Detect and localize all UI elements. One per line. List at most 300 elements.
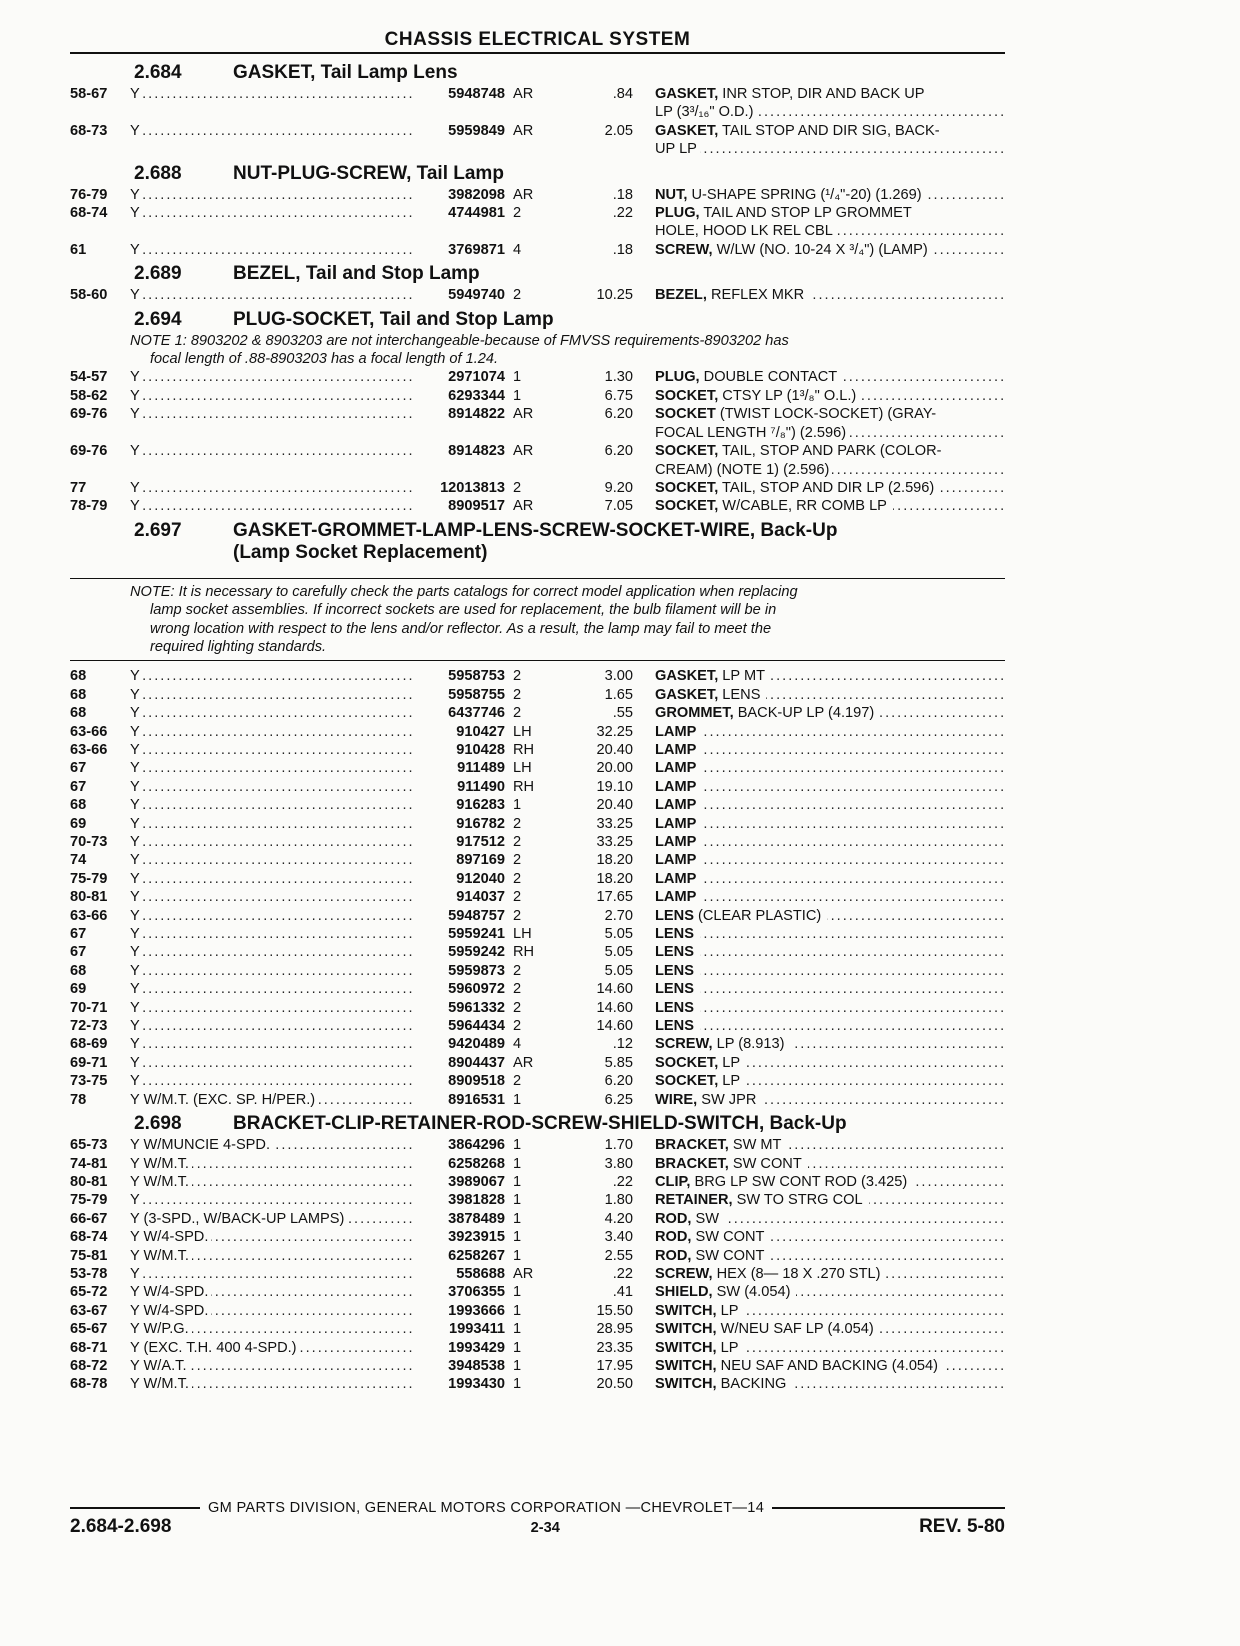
description bbox=[633, 368, 1005, 386]
application-text: Y bbox=[130, 779, 143, 795]
description-detail: LP bbox=[717, 1303, 742, 1319]
quantity: AR bbox=[513, 122, 534, 139]
description-keyword: LENS bbox=[655, 944, 694, 961]
description-text bbox=[655, 205, 918, 221]
model-years: 66-67 bbox=[70, 1210, 108, 1227]
application bbox=[130, 1155, 414, 1173]
description-text bbox=[655, 480, 940, 496]
description bbox=[633, 1210, 1005, 1228]
continuation-line: UP LP bbox=[655, 141, 700, 157]
model-years: 61 bbox=[70, 241, 87, 258]
description bbox=[633, 723, 1005, 741]
part-row bbox=[70, 1035, 1005, 1053]
quantity: 1 bbox=[513, 1339, 522, 1356]
application-text: Y bbox=[130, 443, 143, 459]
page-title: CHASSIS ELECTRICAL SYSTEM bbox=[384, 29, 691, 50]
section-name bbox=[233, 309, 1005, 331]
application bbox=[130, 1375, 414, 1393]
part-number: 6293344 bbox=[448, 387, 505, 404]
part-number: 2971074 bbox=[448, 369, 505, 386]
description-detail: SW JPR bbox=[697, 1092, 759, 1108]
description-detail: DOUBLE CONTACT bbox=[700, 369, 841, 385]
description bbox=[633, 1265, 1005, 1283]
application-text: Y bbox=[130, 981, 143, 997]
price: 5.85 bbox=[604, 1054, 633, 1071]
application bbox=[130, 1339, 414, 1357]
price: 17.95 bbox=[596, 1357, 633, 1374]
section-heading bbox=[70, 520, 1005, 564]
application bbox=[130, 204, 414, 222]
quantity: RH bbox=[513, 741, 535, 758]
footer-publisher: GM PARTS DIVISION, GENERAL MOTORS CORPORATION —CHEVROLET—14 bbox=[208, 1500, 765, 1516]
description-text bbox=[655, 742, 702, 758]
price: 6.20 bbox=[604, 443, 633, 460]
description-detail: BRG LP SW CONT ROD (3.425) bbox=[690, 1174, 910, 1190]
part-number: 3923915 bbox=[448, 1229, 505, 1246]
price: 32.25 bbox=[596, 723, 633, 740]
application bbox=[130, 1072, 414, 1090]
model-years: 63-66 bbox=[70, 741, 108, 758]
part-row bbox=[70, 1302, 1005, 1320]
part-row bbox=[70, 925, 1005, 943]
section-heading bbox=[70, 1113, 1005, 1135]
price: .22 bbox=[612, 1173, 633, 1190]
price: 33.25 bbox=[596, 834, 633, 850]
application-text: Y bbox=[130, 705, 143, 721]
application bbox=[130, 943, 414, 961]
section-number: 2.689 bbox=[134, 263, 182, 285]
description-detail: REFLEX MKR bbox=[707, 287, 807, 303]
part-row bbox=[70, 1072, 1005, 1090]
part-row bbox=[70, 1155, 1005, 1173]
application bbox=[130, 1320, 414, 1338]
model-years: 68 bbox=[70, 686, 87, 703]
continuation-line: LP (3³/₁₆" O.D.) bbox=[655, 104, 756, 120]
application-text: Y bbox=[130, 963, 143, 979]
description-keyword: BEZEL, bbox=[655, 287, 707, 304]
description-detail: LP MT bbox=[718, 668, 768, 684]
application-text: Y bbox=[130, 908, 143, 924]
description-keyword: GROMMET, bbox=[655, 705, 734, 722]
part-row bbox=[70, 186, 1005, 204]
continuation-text bbox=[633, 461, 1005, 479]
price: 20.40 bbox=[596, 741, 633, 758]
part-row bbox=[70, 1210, 1005, 1228]
section-name bbox=[233, 62, 1005, 84]
description-text bbox=[655, 443, 948, 459]
description-text bbox=[655, 86, 931, 102]
part-row bbox=[70, 1017, 1005, 1035]
quantity: 1 bbox=[513, 1357, 522, 1374]
description-detail: SW CONT bbox=[691, 1229, 767, 1245]
part-number: 3706355 bbox=[448, 1284, 505, 1301]
application-text: Y W/M.T. bbox=[130, 1248, 192, 1264]
description-keyword: SCREW, bbox=[655, 241, 713, 258]
description bbox=[633, 704, 1005, 722]
section-heading bbox=[70, 62, 1005, 84]
part-row bbox=[70, 1173, 1005, 1191]
quantity: 1 bbox=[513, 369, 522, 386]
quantity: 1 bbox=[513, 1321, 522, 1338]
application-text: Y bbox=[130, 760, 143, 776]
application-text: Y bbox=[130, 388, 143, 404]
continuation-text bbox=[633, 424, 1005, 442]
description-text bbox=[655, 242, 934, 258]
description-text bbox=[655, 1303, 745, 1319]
part-row bbox=[70, 286, 1005, 304]
price: .18 bbox=[612, 241, 633, 258]
description-text bbox=[655, 797, 702, 813]
part-row bbox=[70, 1191, 1005, 1209]
description-detail: LP bbox=[717, 1340, 742, 1356]
description-detail: (TWIST LOCK-SOCKET) (GRAY- bbox=[716, 406, 939, 422]
application-text: Y W/M.T. bbox=[130, 1376, 192, 1392]
model-years: 77 bbox=[70, 479, 87, 496]
part-number: 916283 bbox=[456, 797, 505, 814]
description bbox=[633, 387, 1005, 405]
section-name bbox=[233, 520, 1005, 564]
continuation-text bbox=[633, 222, 1005, 240]
quantity: 1 bbox=[513, 1192, 522, 1209]
description-keyword: SOCKET, bbox=[655, 479, 719, 496]
part-row bbox=[70, 759, 1005, 777]
description bbox=[633, 1191, 1005, 1209]
application-text: Y bbox=[130, 834, 143, 850]
application-text: Y W/4-SPD. bbox=[130, 1284, 211, 1300]
description-keyword: LAMP bbox=[655, 778, 697, 795]
description-keyword: LAMP bbox=[655, 815, 697, 832]
description-keyword: GASKET, bbox=[655, 668, 719, 685]
price: 1.80 bbox=[604, 1192, 633, 1209]
description-text bbox=[655, 779, 702, 795]
description bbox=[633, 759, 1005, 777]
description-keyword: ROD, bbox=[655, 1247, 692, 1264]
quantity: AR bbox=[513, 186, 534, 203]
description bbox=[633, 796, 1005, 814]
footer-rule-right bbox=[772, 1507, 1005, 1509]
section-note bbox=[70, 332, 1005, 369]
parts-content bbox=[70, 62, 1005, 1394]
description-detail: TAIL, STOP AND PARK (COLOR- bbox=[718, 443, 944, 459]
part-number: 5960972 bbox=[448, 981, 505, 998]
application bbox=[130, 907, 414, 925]
part-row bbox=[70, 241, 1005, 259]
description bbox=[633, 204, 1005, 222]
description bbox=[633, 1228, 1005, 1246]
description bbox=[633, 870, 1005, 888]
description-text bbox=[655, 687, 766, 703]
application-text: Y bbox=[130, 797, 143, 813]
model-years: 78-79 bbox=[70, 498, 108, 515]
part-row bbox=[70, 1054, 1005, 1072]
model-years: 70-73 bbox=[70, 834, 108, 850]
part-number: 5959242 bbox=[448, 944, 505, 961]
price: .22 bbox=[612, 205, 633, 222]
description-text bbox=[655, 1018, 700, 1034]
price: 1.65 bbox=[604, 686, 633, 703]
description bbox=[633, 833, 1005, 851]
section-name bbox=[233, 163, 1005, 185]
quantity: 2 bbox=[513, 287, 522, 304]
part-number: 3981828 bbox=[448, 1192, 505, 1209]
part-row bbox=[70, 387, 1005, 405]
application bbox=[130, 186, 414, 204]
part-row bbox=[70, 497, 1005, 515]
page-footer bbox=[70, 1500, 1005, 1538]
price: 14.60 bbox=[596, 981, 633, 998]
part-number: 8914823 bbox=[448, 443, 505, 460]
model-years: 68 bbox=[70, 797, 87, 814]
description bbox=[633, 943, 1005, 961]
description-detail: W/CABLE, RR COMB LP bbox=[718, 498, 890, 514]
description-detail: SW bbox=[691, 1211, 722, 1227]
part-row bbox=[70, 815, 1005, 833]
description-detail: W/LW (NO. 10-24 X ³/₄") (LAMP) bbox=[713, 242, 931, 258]
part-number: 3864296 bbox=[448, 1137, 505, 1154]
model-years: 69-71 bbox=[70, 1054, 108, 1071]
description-keyword: ROD, bbox=[655, 1210, 692, 1227]
part-number: 910427 bbox=[456, 723, 505, 740]
description-keyword: LENS bbox=[655, 1018, 694, 1035]
quantity: 2 bbox=[513, 815, 522, 832]
description-keyword: LAMP bbox=[655, 852, 697, 869]
part-row bbox=[70, 1136, 1005, 1154]
quantity: LH bbox=[513, 926, 532, 943]
model-years: 67 bbox=[70, 778, 87, 795]
application bbox=[130, 1247, 414, 1265]
description-text bbox=[655, 123, 946, 139]
part-number: 5959873 bbox=[448, 962, 505, 979]
application bbox=[130, 980, 414, 998]
part-row bbox=[70, 667, 1005, 685]
description-keyword: GASKET, bbox=[655, 686, 719, 703]
application-text: Y bbox=[130, 242, 143, 258]
description-detail bbox=[696, 742, 699, 758]
description bbox=[633, 907, 1005, 925]
part-number: 8909517 bbox=[448, 498, 505, 515]
part-number: 916782 bbox=[456, 815, 505, 832]
description-continuation bbox=[70, 103, 1005, 121]
description-text bbox=[655, 1073, 746, 1089]
model-years: 75-81 bbox=[70, 1247, 108, 1264]
section-name-line: BEZEL, Tail and Stop Lamp bbox=[233, 263, 480, 285]
continuation-text bbox=[633, 103, 1005, 121]
description-text bbox=[655, 668, 771, 684]
quantity: 2 bbox=[513, 668, 522, 685]
description-text bbox=[655, 1192, 869, 1208]
application bbox=[130, 1017, 414, 1035]
part-row bbox=[70, 368, 1005, 386]
part-row bbox=[70, 1247, 1005, 1265]
description-keyword: SWITCH, bbox=[655, 1376, 717, 1393]
part-number: 5959241 bbox=[448, 926, 505, 943]
description-detail: LENS bbox=[718, 687, 763, 703]
application-text: Y W/M.T. bbox=[130, 1174, 192, 1190]
description-detail bbox=[696, 871, 699, 887]
application-text: Y bbox=[130, 944, 143, 960]
price: 14.60 bbox=[596, 999, 633, 1016]
section-name bbox=[233, 1113, 1005, 1135]
description-detail: SW TO STRG COL bbox=[733, 1192, 866, 1208]
quantity: AR bbox=[513, 498, 534, 515]
application bbox=[130, 1091, 414, 1109]
application-text: Y bbox=[130, 369, 143, 385]
price: 7.05 bbox=[604, 498, 633, 515]
model-years: 68-73 bbox=[70, 122, 108, 139]
part-number: 6258268 bbox=[448, 1155, 505, 1172]
application-text: Y W/M.T. (EXC. SP. H/PER.) bbox=[130, 1092, 318, 1108]
description-keyword: SCREW, bbox=[655, 1265, 713, 1282]
application-text: Y bbox=[130, 1036, 143, 1052]
part-number: 897169 bbox=[456, 852, 505, 869]
part-row bbox=[70, 1375, 1005, 1393]
quantity: 1 bbox=[513, 1284, 522, 1301]
application bbox=[130, 796, 414, 814]
description-continuation bbox=[70, 461, 1005, 479]
part-number: 914037 bbox=[456, 889, 505, 906]
model-years: 76-79 bbox=[70, 186, 108, 203]
application bbox=[130, 1136, 414, 1154]
description bbox=[633, 1302, 1005, 1320]
model-years: 68-71 bbox=[70, 1339, 108, 1356]
part-number: 3769871 bbox=[448, 241, 505, 258]
part-row bbox=[70, 723, 1005, 741]
application-text: Y bbox=[130, 1055, 143, 1071]
part-number: 3948538 bbox=[448, 1357, 505, 1374]
application bbox=[130, 741, 414, 759]
section-name-line: GASKET, Tail Lamp Lens bbox=[233, 62, 458, 83]
description bbox=[633, 85, 1005, 103]
description-keyword: SWITCH, bbox=[655, 1302, 717, 1319]
description bbox=[633, 1091, 1005, 1109]
note-line: NOTE: It is necessary to carefully check the parts catalogs for correct model application when replacing bbox=[130, 583, 798, 600]
description bbox=[633, 1247, 1005, 1265]
description-detail: TAIL STOP AND DIR SIG, BACK- bbox=[718, 123, 942, 139]
quantity: 2 bbox=[513, 870, 522, 887]
description-keyword: SCREW, bbox=[655, 1036, 713, 1053]
part-row bbox=[70, 870, 1005, 888]
description-text bbox=[655, 1321, 880, 1337]
note-line: required lighting standards. bbox=[150, 638, 327, 655]
description bbox=[633, 479, 1005, 497]
footer-section-range: 2.684-2.698 bbox=[70, 1516, 172, 1537]
application-text: Y bbox=[130, 742, 143, 758]
quantity: 2 bbox=[513, 705, 522, 722]
catalog-page bbox=[70, 28, 1005, 1394]
part-row bbox=[70, 1091, 1005, 1109]
description-text bbox=[655, 1156, 808, 1172]
description-keyword: SWITCH, bbox=[655, 1321, 717, 1338]
application bbox=[130, 1228, 414, 1246]
description-text bbox=[655, 981, 700, 997]
part-number: 5958755 bbox=[448, 686, 505, 703]
description-text bbox=[655, 1137, 787, 1153]
description-text bbox=[655, 498, 893, 514]
application-text: Y bbox=[130, 668, 143, 684]
description-text bbox=[655, 287, 810, 303]
application-text: Y W/4-SPD. bbox=[130, 1303, 211, 1319]
quantity: AR bbox=[513, 1265, 534, 1282]
price: 18.20 bbox=[596, 852, 633, 869]
description-text bbox=[655, 1036, 791, 1052]
description-detail: SW CONT bbox=[729, 1156, 805, 1172]
quantity: 2 bbox=[513, 686, 522, 703]
price: 5.05 bbox=[604, 962, 633, 979]
application bbox=[130, 286, 414, 304]
part-row bbox=[70, 1228, 1005, 1246]
model-years: 75-79 bbox=[70, 870, 108, 887]
description bbox=[633, 497, 1005, 515]
price: 17.65 bbox=[596, 889, 633, 906]
description-detail bbox=[696, 852, 699, 868]
application bbox=[130, 686, 414, 704]
model-years: 63-66 bbox=[70, 723, 108, 740]
description-text bbox=[655, 889, 702, 905]
quantity: 1 bbox=[513, 1173, 522, 1190]
description-text bbox=[655, 1174, 913, 1190]
description-detail bbox=[696, 834, 699, 850]
description-keyword: LAMP bbox=[655, 760, 697, 777]
section-rule bbox=[70, 660, 1005, 661]
part-row bbox=[70, 980, 1005, 998]
description-detail: HEX (8— 18 X .270 STL) bbox=[713, 1266, 884, 1282]
price: 2.05 bbox=[604, 122, 633, 139]
description-detail: LP bbox=[718, 1073, 743, 1089]
description-text bbox=[655, 816, 702, 832]
spacer bbox=[70, 103, 633, 121]
application bbox=[130, 833, 414, 851]
description-text bbox=[655, 926, 700, 942]
section-name-line: PLUG-SOCKET, Tail and Stop Lamp bbox=[233, 308, 554, 330]
application bbox=[130, 497, 414, 515]
description-text bbox=[655, 388, 862, 404]
description-keyword: NUT, bbox=[655, 186, 688, 203]
description-detail: BACKING bbox=[717, 1376, 790, 1392]
model-years: 63-67 bbox=[70, 1302, 108, 1319]
quantity: 1 bbox=[513, 1155, 522, 1172]
section-note bbox=[70, 583, 1005, 657]
description-detail bbox=[696, 889, 699, 905]
description-keyword: PLUG, bbox=[655, 205, 700, 222]
description-detail: NEU SAF AND BACKING (4.054) bbox=[717, 1358, 941, 1374]
model-years: 65-67 bbox=[70, 1321, 108, 1338]
quantity: 1 bbox=[513, 1302, 522, 1319]
application-text: Y W/MUNCIE 4-SPD. bbox=[130, 1137, 273, 1153]
application bbox=[130, 815, 414, 833]
description-keyword: SOCKET, bbox=[655, 1073, 719, 1090]
price: 6.20 bbox=[604, 1073, 633, 1090]
description-text bbox=[655, 406, 942, 422]
description bbox=[633, 1054, 1005, 1072]
part-row bbox=[70, 1265, 1005, 1283]
description-keyword: SOCKET bbox=[655, 406, 716, 423]
description-text bbox=[655, 1340, 745, 1356]
description-text bbox=[655, 1248, 770, 1264]
description-detail: (CLEAR PLASTIC) bbox=[694, 908, 824, 924]
model-years: 54-57 bbox=[70, 369, 108, 386]
description bbox=[633, 241, 1005, 259]
part-number: 5959849 bbox=[448, 122, 505, 139]
model-years: 67 bbox=[70, 944, 87, 961]
price: .22 bbox=[612, 1265, 633, 1282]
part-number: 1993411 bbox=[448, 1321, 505, 1338]
description-detail bbox=[696, 760, 699, 776]
model-years: 69 bbox=[70, 815, 87, 832]
price: 5.05 bbox=[604, 926, 633, 943]
application bbox=[130, 962, 414, 980]
model-years: 68 bbox=[70, 705, 87, 722]
application-text: Y (3-SPD., W/BACK-UP LAMPS) bbox=[130, 1211, 347, 1227]
